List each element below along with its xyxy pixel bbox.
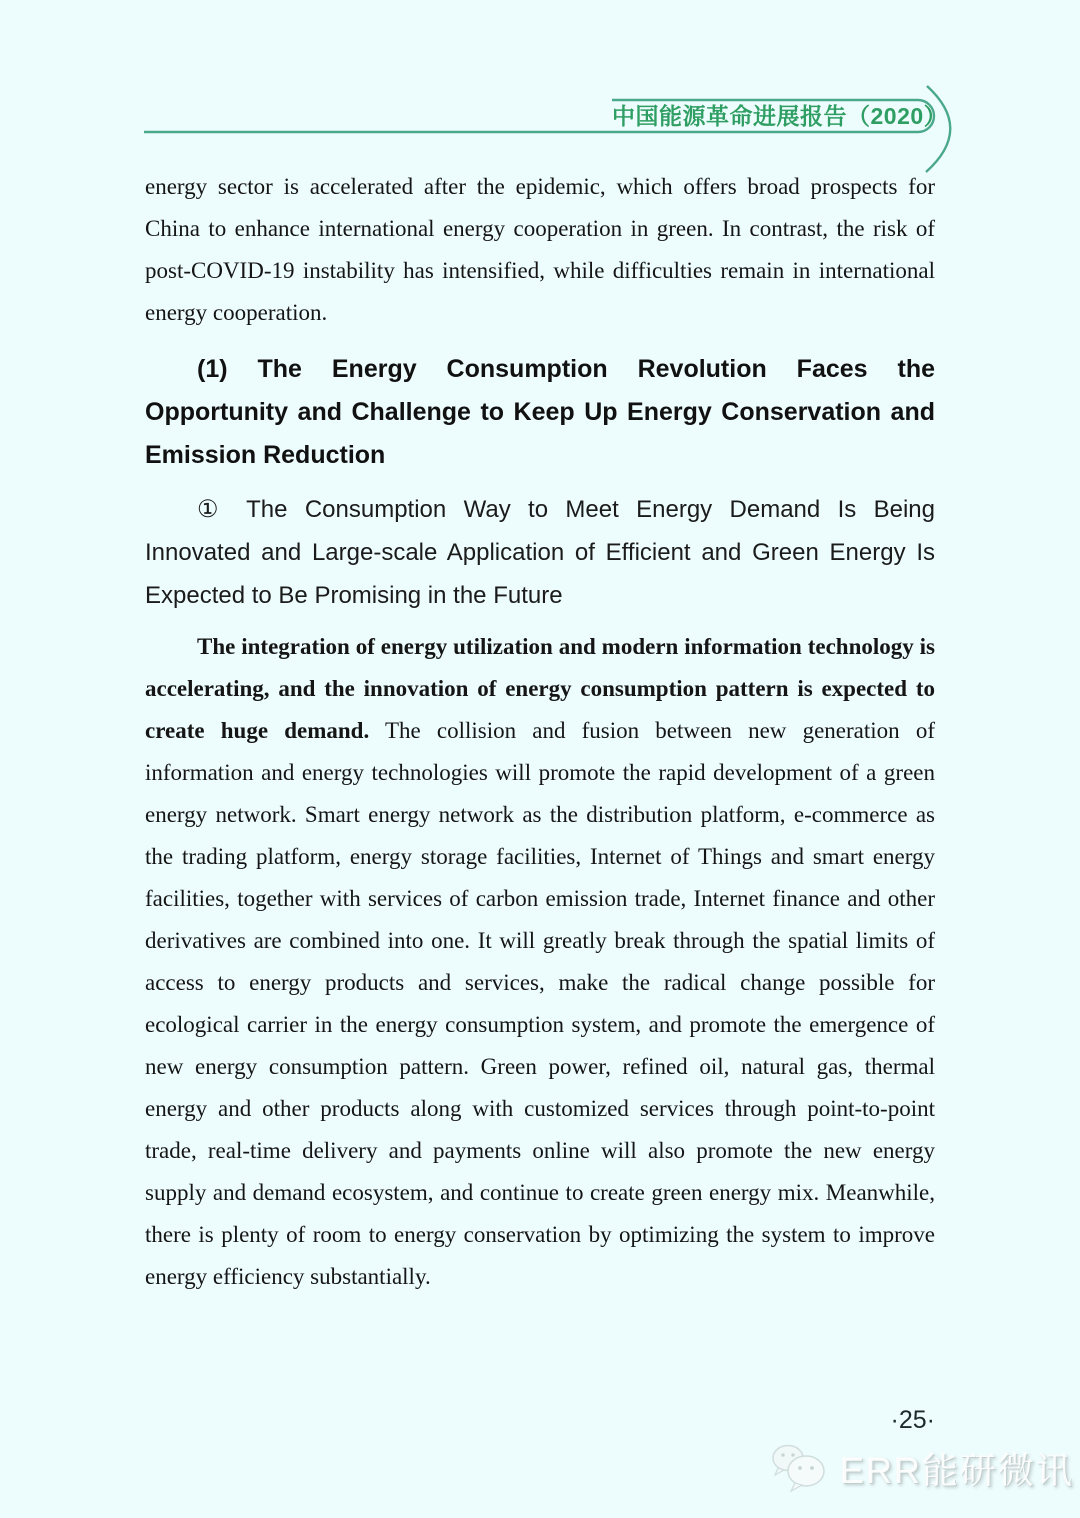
watermark bbox=[768, 1442, 1074, 1494]
body-paragraph bbox=[145, 626, 935, 1298]
report-header-title: 中国能源革命进展报告（2020） bbox=[612, 103, 948, 129]
page-number: ·25· bbox=[890, 1406, 935, 1434]
intro-paragraph: energy sector is accelerated after the epidemic, which offers broad prospects for China to enhance international energy cooperation in green. In contrast, the risk of post-COVID-19 instability has intensified, while difficulties remain in international energy cooperation. bbox=[145, 174, 935, 325]
section-subheading: ① The Consumption Way to Meet Energy Demand Is Being Innovated and Large-scale Application of Efficient and Green Energy Is Expected to Be Promising in the Future bbox=[145, 496, 935, 609]
body-paragraph-bold-lead: The integration of energy utilization and modern information technology is accelerating, and the innovation of energy consumption pattern is expected to create huge demand. bbox=[145, 634, 935, 743]
section-heading: (1) The Energy Consumption Revolution Faces the Opportunity and Challenge to Keep Up Energy Conservation and Emission Reduction bbox=[145, 355, 935, 469]
wechat-icon bbox=[768, 1442, 830, 1494]
body-paragraph-rest: The collision and fusion between new generation of information and energy technologies will promote the rapid development of a green energy network. Smart energy network as the distribution platform, e-commerce as the trading platform, energy storage facilities, Internet of Things and smart energy facilities, together with services of carbon emission trade, Internet finance and other derivatives are combined into one. It will greatly break through the spatial limits of access to energy products and services, make the radical change possible for ecological carrier in the energy consumption system, and promote the emergence of new energy consumption pattern. Green power, refined oil, natural gas, thermal energy and other products along with customized services through point-to-point trade, real-time delivery and payments online will also promote the new energy supply and demand ecosystem, and continue to create green energy mix. Meanwhile, there is plenty of room to energy conservation by optimizing the system to improve energy efficiency substantially. bbox=[145, 718, 935, 1289]
page-content bbox=[145, 166, 935, 1298]
watermark-label: ERR能研微讯 bbox=[839, 1449, 1074, 1491]
